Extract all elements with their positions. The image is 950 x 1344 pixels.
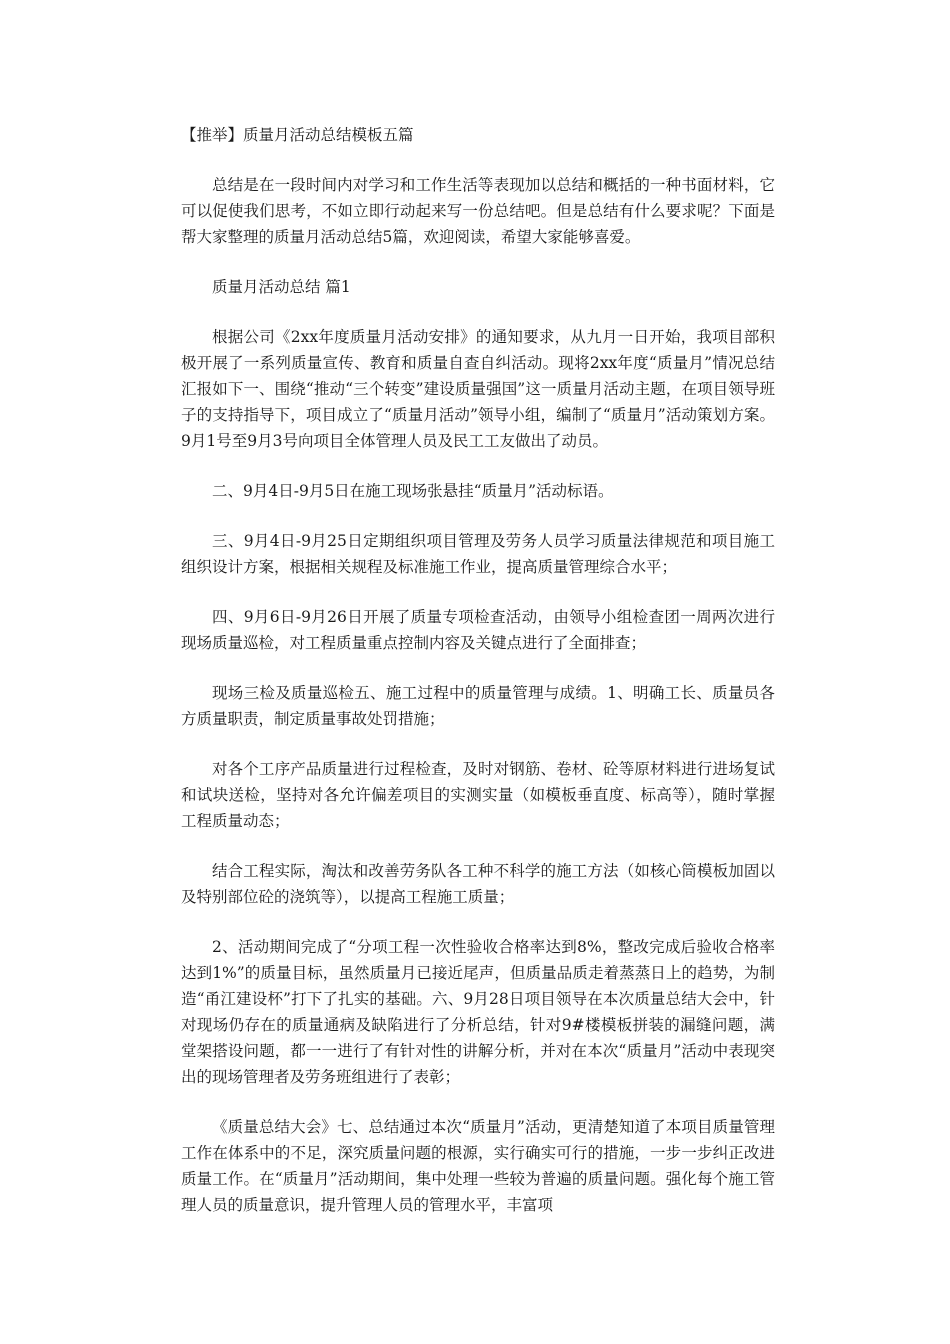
body-paragraph: 《质量总结大会》七、总结通过本次“质量月”活动，更清楚知道了本项目质量管理工作在体系中的不足，深究质量问题的根源，实行确实可行的措施，一步一步纠正改进质量工作。在“质量月”活动期间，集中处理一些较为普遍的质量问题。强化每个施工管理人员的质量意识，提升管理人员的管理水平，丰富项: [181, 1118, 775, 1214]
intro-paragraph: 总结是在一段时间内对学习和工作生活等表现加以总结和概括的一种书面材料，它可以促使我们思考，不如立即行动起来写一份总结吧。但是总结有什么要求呢？下面是帮大家整理的质量月活动总结5篇，欢迎阅读，希望大家能够喜爱。: [181, 176, 775, 246]
document-body: [181, 122, 775, 1218]
body-paragraph: 根据公司《2xx年度质量月活动安排》的通知要求，从九月一日开始，我项目部积极开展了一系列质量宣传、教育和质量自查自纠活动。现将2xx年度“质量月”情况总结汇报如下一、围绕“推动“三个转变”建设质量强国”这一质量月活动主题，在项目领导班子的支持指导下，项目成立了“质量月活动”领导小组，编制了“质量月”活动策划方案。9月1号至9月3号向项目全体管理人员及民工工友做出了动员。: [181, 328, 775, 450]
body-paragraph: 二、9月4日-9月5日在施工现场张悬挂“质量月”活动标语。: [212, 482, 614, 500]
section-heading: 质量月活动总结 篇1: [212, 278, 351, 296]
document-title: 【推举】质量月活动总结模板五篇: [181, 126, 414, 144]
body-paragraph: 现场三检及质量巡检五、施工过程中的质量管理与成绩。1、明确工长、质量员各方质量职责，制定质量事故处罚措施；: [181, 684, 775, 728]
body-paragraph: 四、9月6日-9月26日开展了质量专项检查活动，由领导小组检查团一周两次进行现场质量巡检，对工程质量重点控制内容及关键点进行了全面排查；: [181, 608, 775, 652]
body-paragraph: 结合工程实际，淘汰和改善劳务队各工种不科学的施工方法（如核心筒模板加固以及特别部位砼的浇筑等），以提高工程施工质量；: [181, 862, 775, 906]
body-paragraph: 2、活动期间完成了“分项工程一次性验收合格率达到8%，整改完成后验收合格率达到1%”的质量目标，虽然质量月已接近尾声，但质量品质走着蒸蒸日上的趋势，为制造“甬江建设杯”打下了扎实的基础。六、9月28日项目领导在本次质量总结大会中，针对现场仍存在的质量通病及缺陷进行了分析总结，针对9#楼模板拼装的漏缝问题，满堂架搭设问题，都一一进行了有针对性的讲解分析，并对在本次“质量月”活动中表现突出的现场管理者及劳务班组进行了表彰；: [181, 938, 775, 1086]
body-paragraph: 三、9月4日-9月25日定期组织项目管理及劳务人员学习质量法律规范和项目施工组织设计方案，根据相关规程及标准施工作业，提高质量管理综合水平；: [181, 532, 775, 576]
body-paragraph: 对各个工序产品质量进行过程检查，及时对钢筋、卷材、砼等原材料进行进场复试和试块送检，坚持对各允许偏差项目的实测实量（如模板垂直度、标高等），随时掌握工程质量动态；: [181, 760, 775, 830]
